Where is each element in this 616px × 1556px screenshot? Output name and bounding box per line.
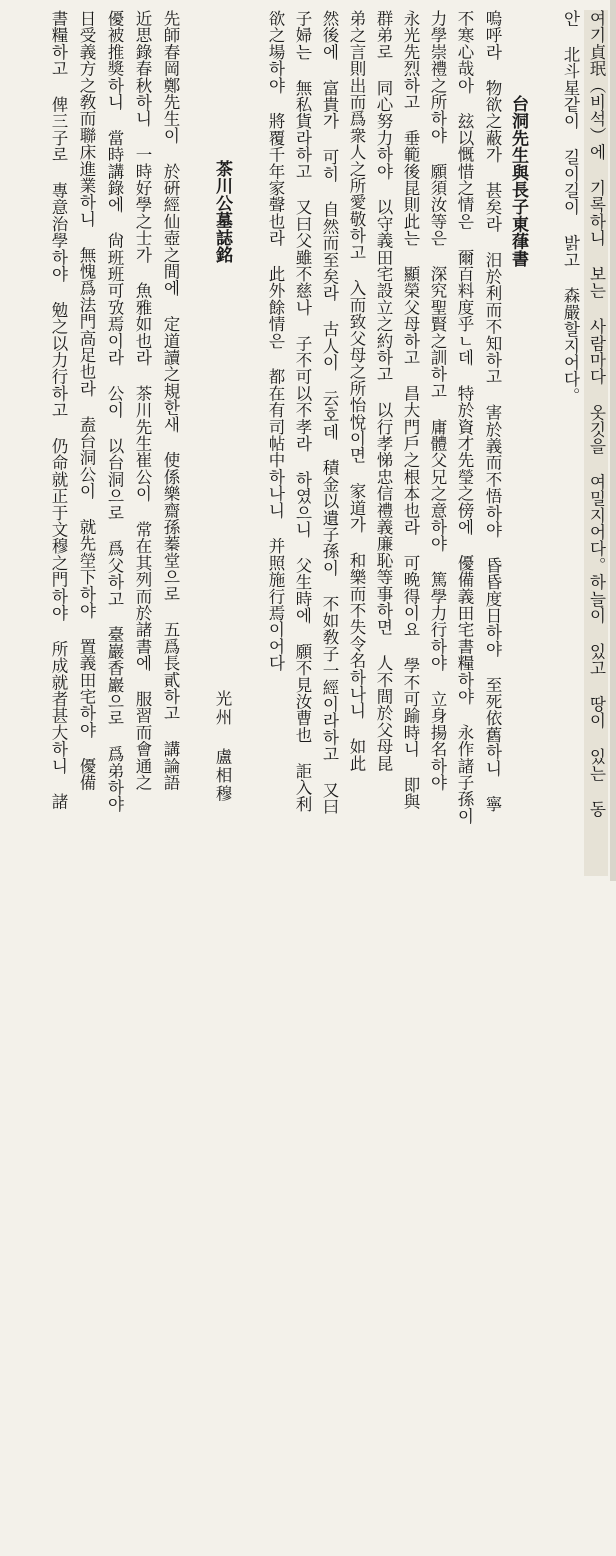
text-column-13: 欲之場하야 將覆千年家聲也라 此外餘情은 都在有司帖中하나니 并照施行焉이어다 [266,10,285,672]
text-column-17: 近思錄春秋하니 一時好學之士가 魚雅如也라 茶川先生崔公이 常在其列而於諸書에 服習而會通之 [133,10,152,791]
letter-title: 台洞先生與長子東葎書 [508,95,528,267]
text-column-20: 書糧하고 俾三子로 專意治學하야 勉之以力行하고 仍命就正于文穆之門하야 所成就者甚大하니 諸 [49,10,68,810]
author-name: 光州 盧相穆 [213,690,232,804]
text-column-18: 優被推獎하니 當時講錄에 尙班班可攷焉이라 公이 以台洞으로 爲父하고 臺巖香巖으로 爲弟하야 [105,10,124,813]
text-column-8: 永光先烈하고 垂範後昆則此는 顯榮父母하고 昌大門戶之根本也라 可晩得이요 學不可踰時니 即與 [401,10,420,810]
text-column-3 [532,10,556,876]
text-column-1: 여기貞珉（비석）에 기록하니 보는 사람마다 옷깃을 여밀지어다。하늘이 있고 땅이 있는 동 [584,10,608,876]
text-column-7: 力學崇禮之所하야 願須汝等은 深究聖賢之訓하고 庸體父兄之意하야 篤學力行하야 立身揚名하야 [428,10,447,791]
text-column-10: 弟之言則出而爲衆人之所愛敬하고 入而致父母之所怡悅이면 家道가 和樂而不失令名하나니 如此 [347,10,366,772]
text-column-11: 然後에 富貴가 可히 自然而至矣라 古人이 云호데 積金以遺子孫이 不如敎子一經이라하고 又曰 [320,10,339,815]
text-column-19: 日受義方之敎而聯床進業하니 無愧爲法門高足也라 盍台洞公이 就先塋下하야 置義田宅하야 優備 [77,10,96,791]
epitaph-title: 茶川公墓誌銘 [212,160,232,264]
text-column-12: 子婦는 無私貨라하고 又曰父雖不慈나 子不可以不孝라 하였으니 父生時에 願不見汝曹也 詎入利 [293,10,312,813]
text-column-5: 嗚呼라 物欲之蔽가 甚矣라 汨於利而不知하고 害於義而不悟하야 昏昏度日하야 至死依舊하니 寧 [483,10,502,813]
text-column-2: 안 北斗星같이 길이길이 밝고 森嚴할지어다。 [561,10,580,405]
text-column-16: 先師春岡鄭先生이 於硏經仙壺之間에 定道讀之規한새 使係樂齋孫蓁堂으로 五爲長貳하고 講論語 [161,10,180,791]
page-edge [610,0,616,881]
text-column-6: 不寒心哉아 玆以慨惜之情은 爾百料度乎ㄴ데 特於資才先瑩之傍에 優備義田宅書糧하야 永作諸子孫이 [455,10,474,825]
text-column-9: 群弟로 同心努力하야 以守義田宅設立之約하고 以行孝悌忠信禮義廉恥等事하면 人不間於父母昆 [374,10,393,772]
